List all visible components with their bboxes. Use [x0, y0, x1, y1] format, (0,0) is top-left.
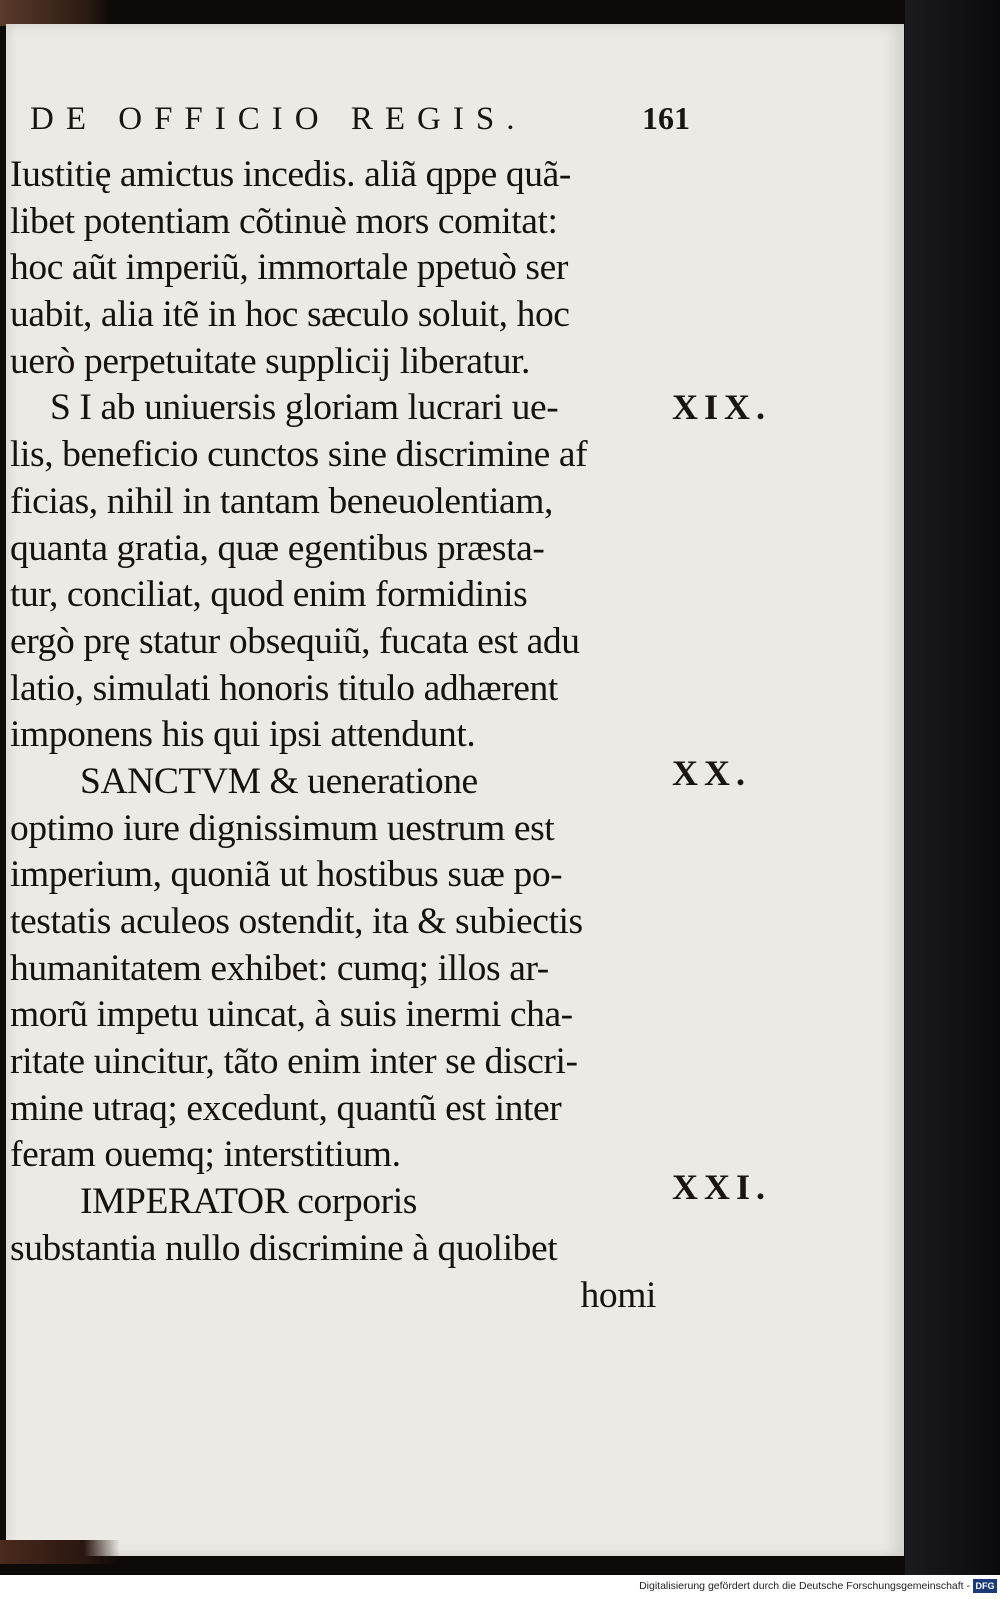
catchword: homi [580, 1274, 656, 1316]
margin-section-number: XXI. [672, 1167, 772, 1207]
margin-section-number: XIX. [672, 387, 772, 427]
text-line: testatis aculeos ostendit, ita & subiectis [10, 901, 583, 942]
text-line: libet potentiam cõtinuè mors comitat: [10, 200, 558, 242]
text-line: imperium, quoniã ut hostibus suæ po- [10, 854, 563, 896]
dfg-logo: DFG [973, 1579, 997, 1593]
text-line: uerò perpetuitate supplicij liberatur. [10, 340, 531, 382]
body-text [10, 152, 670, 1319]
text-line: ergò prę statur obsequiũ, fucata est adu [10, 620, 580, 662]
margin-section-number: XX. [672, 753, 751, 793]
text-line: ritate uincitur, tãto enim inter se discri- [10, 1041, 578, 1083]
text-line: SANCTVM & ueneratione [80, 760, 478, 802]
binding-edge-bottom [0, 1540, 120, 1564]
text-line: feram ouemq; interstitium. [10, 1134, 401, 1176]
text-line: hoc aũt imperiũ, immortale ppetuò ser [10, 247, 568, 289]
footer-bar [0, 1575, 1000, 1599]
dark-margin-strip [905, 0, 1000, 1575]
text-line: IMPERATOR corporis [80, 1181, 417, 1223]
text-line: mine utraq; excedunt, quantũ est inter [10, 1087, 562, 1129]
text-line: quanta gratia, quæ egentibus præsta- [10, 527, 545, 569]
text-line: S I ab uniuersis gloriam lucrari ue- [50, 387, 559, 429]
text-line: lis, beneficio cunctos sine discrimine af [10, 434, 588, 476]
binding-edge-top [0, 0, 110, 26]
text-line: ficias, nihil in tantam beneuolentiam, [10, 480, 553, 522]
funding-credit: Digitalisierung gefördert durch die Deutsche Forschungsgemeinschaft - [639, 1580, 970, 1592]
text-line: optimo iure dignissimum uestrum est [10, 807, 555, 849]
text-line: substantia nullo discrimine à quolibet [10, 1227, 558, 1269]
text-line: tur, conciliat, quod enim formidinis [10, 574, 528, 616]
text-line: latio, simulati honoris titulo adhærent [10, 667, 558, 709]
running-header [30, 100, 690, 144]
text-line: uabit, alia itẽ in hoc sæculo soluit, hoc [10, 294, 570, 336]
page-number: 161 [642, 100, 690, 136]
text-line: Iustitię amictus incedis. aliã qppe quã- [10, 154, 571, 195]
running-title: DE OFFICIO REGIS. [30, 101, 527, 137]
text-line: humanitatem exhibet: cumq; illos ar- [10, 947, 549, 989]
text-line: morũ impetu uincat, à suis inermi cha- [10, 994, 573, 1036]
text-line: imponens his qui ipsi attendunt. [10, 714, 476, 756]
